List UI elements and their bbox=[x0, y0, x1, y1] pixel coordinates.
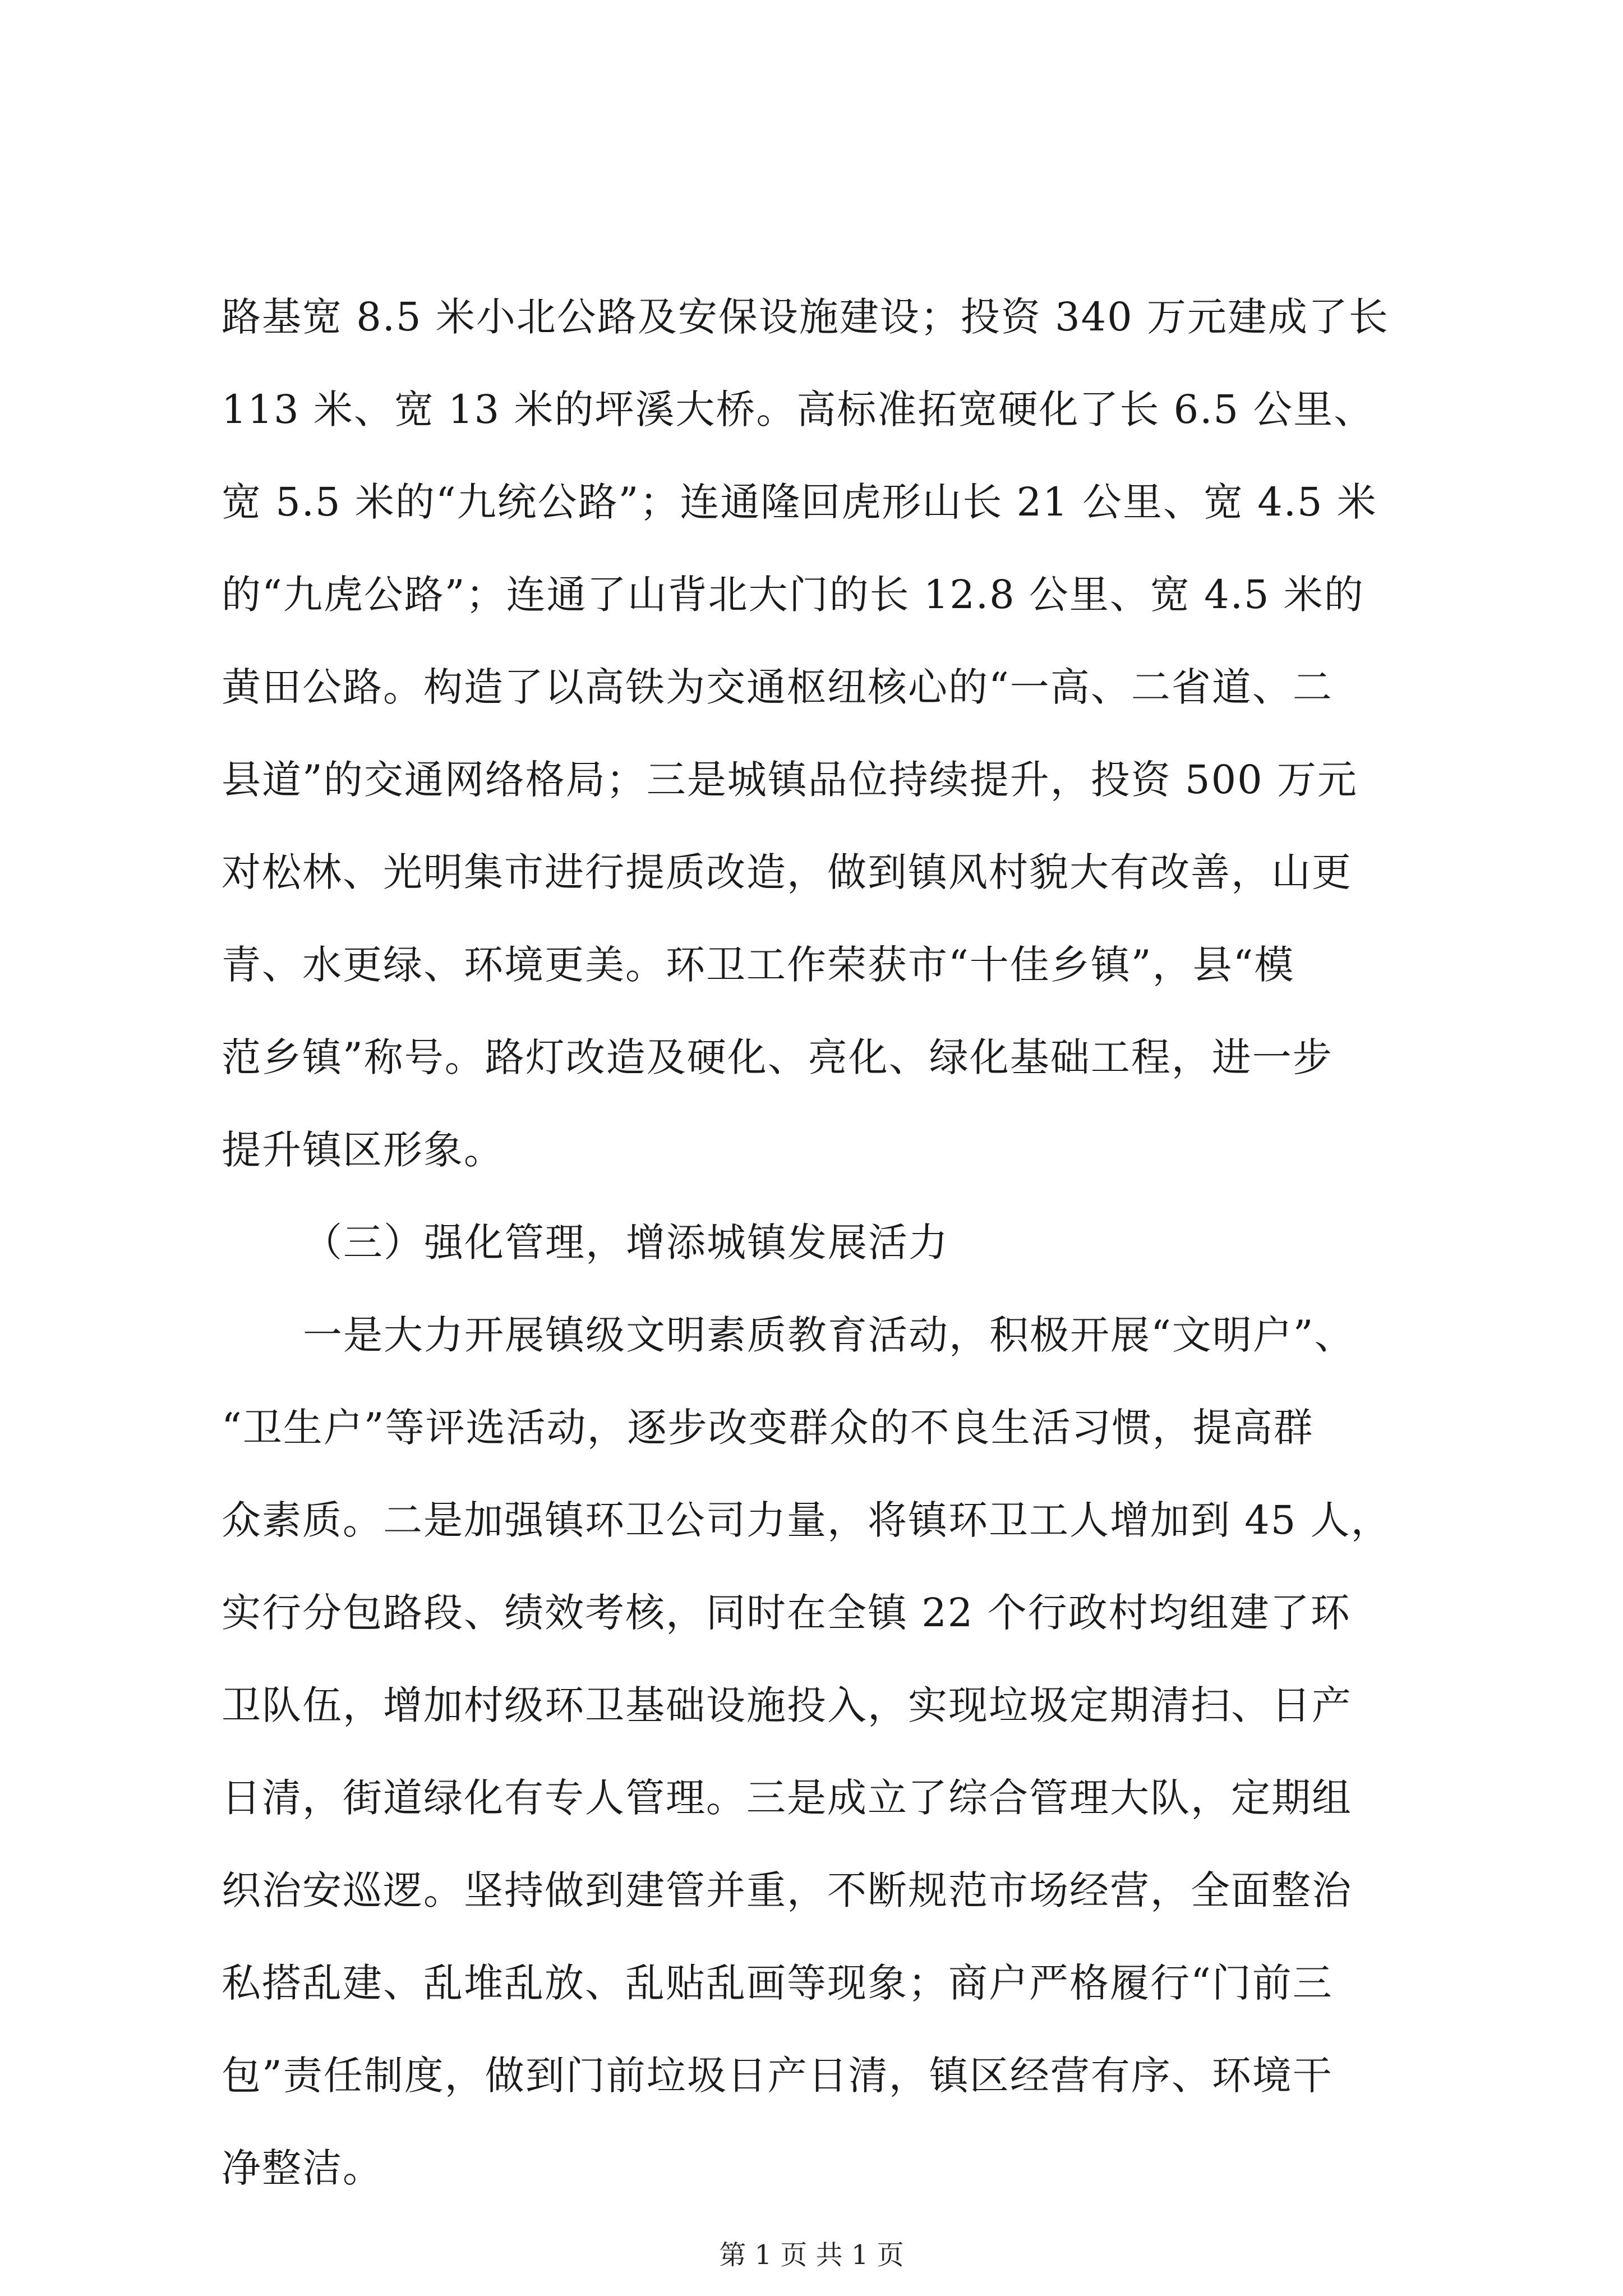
paragraph-2-line-6: 日清，街道绿化有专人管理。三是成立了综合管理大队，定期组 bbox=[222, 1775, 1352, 1821]
paragraph-1-line-5: 黄田公路。构造了以高铁为交通枢纽核心的“一高、二省道、二 bbox=[222, 664, 1333, 710]
page-footer: 第 1 页 共 1 页 bbox=[719, 2239, 904, 2271]
paragraph-1-line-1: 路基宽 8.5 米小北公路及安保设施建设；投资 340 万元建成了长 bbox=[222, 294, 1389, 340]
paragraph-2-line-9: 包”责任制度，做到门前垃圾日产日清，镇区经营有序、环境干 bbox=[222, 2053, 1333, 2099]
paragraph-1-line-6: 县道”的交通网络格局；三是城镇品位持续提升，投资 500 万元 bbox=[222, 757, 1358, 803]
paragraph-1-line-10: 提升镇区形象。 bbox=[222, 1127, 504, 1173]
paragraph-1-line-8: 青、水更绿、环境更美。环卫工作荣获市“十佳乡镇”，县“模 bbox=[222, 942, 1295, 988]
paragraph-2-line-7: 织治安巡逻。坚持做到建管并重，不断规范市场经营，全面整治 bbox=[222, 1867, 1352, 1913]
paragraph-1-line-9: 范乡镇”称号。路灯改造及硬化、亮化、绿化基础工程，进一步 bbox=[222, 1034, 1333, 1080]
paragraph-1-line-3: 宽 5.5 米的“九统公路”；连通隆回虎形山长 21 公里、宽 4.5 米 bbox=[222, 479, 1377, 525]
paragraph-2-line-1: 一是大力开展镇级文明素质教育活动，积极开展“文明户”、 bbox=[303, 1312, 1355, 1358]
paragraph-2-line-3: 众素质。二是加强镇环卫公司力量，将镇环卫工人增加到 45 人， bbox=[222, 1497, 1391, 1543]
paragraph-2-line-2: “卫生户”等评选活动，逐步改变群众的不良生活习惯，提高群 bbox=[222, 1405, 1314, 1451]
paragraph-2-line-5: 卫队伍，增加村级环卫基础设施投入，实现垃圾定期清扫、日产 bbox=[222, 1682, 1352, 1728]
paragraph-1-line-2: 113 米、宽 13 米的坪溪大桥。高标准拓宽硬化了长 6.5 公里、 bbox=[222, 386, 1375, 432]
paragraph-2-line-8: 私搭乱建、乱堆乱放、乱贴乱画等现象；商户严格履行“门前三 bbox=[222, 1960, 1333, 2006]
paragraph-2-line-10: 净整洁。 bbox=[222, 2145, 383, 2191]
paragraph-1-line-7: 对松林、光明集市进行提质改造，做到镇风村貌大有改善，山更 bbox=[222, 849, 1352, 895]
paragraph-2-line-4: 实行分包路段、绩效考核，同时在全镇 22 个行政村均组建了环 bbox=[222, 1590, 1351, 1636]
paragraph-1-line-4: 的“九虎公路”；连通了山背北大门的长 12.8 公里、宽 4.5 米的 bbox=[222, 572, 1364, 618]
section-heading: （三）强化管理，增添城镇发展活力 bbox=[303, 1220, 949, 1266]
